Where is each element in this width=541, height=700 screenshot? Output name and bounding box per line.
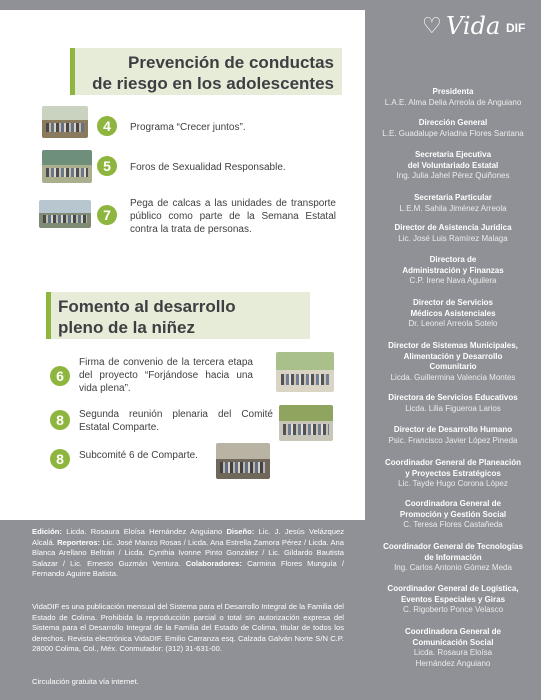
directory-entry [372,458,534,490]
directory-role: del Voluntariado Estatal [407,160,499,170]
directory-entry [372,150,534,182]
directory-role: de Información [424,552,482,562]
directory-role: Presidenta [432,87,474,96]
activity-item: Firma de convenio de la tercera etapa del proyecto “Forjándose hacia una vida plena”. [79,357,253,394]
photo-calcas-transporte [39,200,91,228]
photo-crecer-juntos [42,106,88,138]
photo-firma-convenio [276,352,334,392]
directory-name: C. Rigoberto Ponce Velasco [402,605,504,614]
credit-value: Licda. Rosaura Eloísa Hernández Anguiano [61,527,227,536]
activity-item: Segunda reunión plenaria del Comité Estatal Comparte. [79,409,273,433]
directory-entry [372,118,534,139]
page-number-badge: 5 [97,156,117,176]
directory-name: Ing. Carlos Antonio Gómez Meda [394,563,512,572]
directory-role: Promoción y Gestión Social [399,509,507,519]
directory-entry [372,393,534,414]
directory-name: Hernández Anguiano [415,658,491,668]
credit-label: Edición: [32,527,62,536]
directory-role: Directora de [429,255,477,264]
directory-entry [372,627,534,669]
directory-name: Lic. José Luis Ramírez Malaga [398,233,508,243]
section-header-prevencion [70,48,342,95]
directory-role: Director de Servicios [412,298,494,307]
directory-role: Director de Asistencia Jurídica [394,223,512,232]
directory-entry [372,584,534,616]
section-title-line: Fomento al desarrollo [58,297,236,316]
accent-bar [46,292,51,339]
directory-role: Comunitario [429,362,477,371]
logo-dif: DIF [506,21,526,35]
directory-role: Médicos Asistenciales [410,308,496,318]
activity-item: Foros de Sexualidad Responsable. [130,162,286,173]
directory-name: L.E. Guadalupe Ariadna Flores Santana [382,128,524,138]
photo-subcomite [216,443,270,479]
activity-item: Pega de calcas a las unidades de transporte público como parte de la Semana Estatal contra la trata de personas. [130,198,336,235]
page-number-badge: 6 [50,366,70,386]
credit-value: Lic. José Manzo Rosas / Licda. Ana Estrella Zamora Pérez / Licda. Ana Blanca Arellano Beltrán / Licda. Cynthia Ivonne Pinto González / Lic. Gildardo Bautista Salazar / Lic. Ernesto Guzmán Ventura. [32,537,344,568]
photo-reunion-plenaria [279,405,333,441]
directory-name: Dr. Leonel Arreola Sotelo [408,319,498,328]
directory-name: Lic. Tayde Hugo Corona López [398,479,508,488]
directory-role: Coordinadora General de [404,499,502,508]
directory-entry [372,298,534,330]
credit-label: Colaboradores: [185,558,242,568]
directory-entry [372,87,534,108]
directory-role: Secretaria Ejecutiva [414,150,492,159]
staff-credits [32,527,344,580]
section-title-line: pleno de la niñez [58,318,195,337]
directory-role: Comunicación Social [412,637,494,647]
directory-entry [372,193,534,214]
directory-entry [372,425,534,446]
directory-role: Administración y Finanzas [402,265,504,275]
directory-name: Ing. Julia Jahel Pérez Quiñones [396,171,510,180]
section-title-line: Prevención de conductas [128,53,334,72]
directory-name: L.A.E. Alma Delia Arreola de Anguiano [384,97,522,107]
directory-role: Director de Sistemas Municipales, [388,341,518,350]
directory-role: Coordinador General de Planeación [384,458,522,467]
section-title-line: de riesgo en los adolescentes [92,74,334,93]
directory-role: Alimentación y Desarrollo [403,351,503,361]
page-number-badge: 8 [50,449,70,469]
directory-entry [372,499,534,531]
vidadif-logo [420,12,532,42]
credit-label: Diseño: [226,527,255,536]
activity-item: Programa “Crecer juntos”. [130,122,246,133]
top-strip [0,0,365,10]
page-number-badge: 4 [97,116,117,136]
directory-name: Psic. Francisco Javier López Pineda [388,435,518,445]
directory-role: Eventos Especiales y Giras [400,594,506,604]
directory-name: C. Teresa Flores Castañeda [403,520,503,529]
directory-entry [372,255,534,287]
logo-vida: Vida [446,12,501,40]
directory-name: Licda. Lilia Figueroa Larios [405,403,501,413]
legal-notice: VidaDIF es una publicación mensual del Sistema para el Desarrollo Integral de la Familia del Estado de Colima. Prohibida la reproducción parcial o total sin autorización expresa del Sistema para el Desarrollo Integral de la Familia del Estado de Colima, titular de todos los derechos. Revista electrónica VidaDIF. Emilio Carranza esq. Calzada Galván Norte S/N C.P. 28000 Colima, Col., Méx. Conmutador: (312) 31-631-00. [32,602,344,653]
accent-bar [70,48,75,95]
directory-entry [372,341,534,383]
photo-foros-sexualidad [42,150,92,183]
activity-item: Subcomité 6 de Comparte. [79,450,198,461]
credit-value: Carmina Flores Munguía / Fernando Aguirre Batista. [32,558,344,578]
page-number-badge: 8 [50,410,70,430]
directory-role: Coordinador General de Logística, [387,584,519,593]
heart-icon: ♡ [422,13,442,38]
directory-role: Director de Desarrollo Humano [393,425,513,434]
directory-role: y Proyectos Estratégicos [405,468,501,478]
directory-role: Coordinador General de Tecnologías [383,542,523,551]
directory-entry [372,542,534,574]
directory-name: C.P. Irene Nava Aguilera [409,276,497,285]
directory-role: Dirección General [418,118,488,127]
directory-entry [372,223,534,244]
circulation-note: Circulación gratuita vía internet. [32,677,139,686]
credit-value: Lic. J. Jesús Velázquez Alcalá. [32,527,344,547]
directory-name: Licda. Guillermina Valencia Montes [390,372,516,382]
directory-role: Directora de Servicios Educativos [388,393,518,402]
directory-name: Licda. Rosaura Eloísa [413,648,493,657]
directory-role: Coordinadora General de [404,627,502,636]
directory-name: L.E.M. Sahila Jiménez Arreola [399,203,507,213]
credit-label: Reporteros: [57,537,101,547]
directory-role: Secretaria Particular [414,193,492,202]
section-header-fomento [46,292,310,339]
page-number-badge: 7 [97,205,117,225]
